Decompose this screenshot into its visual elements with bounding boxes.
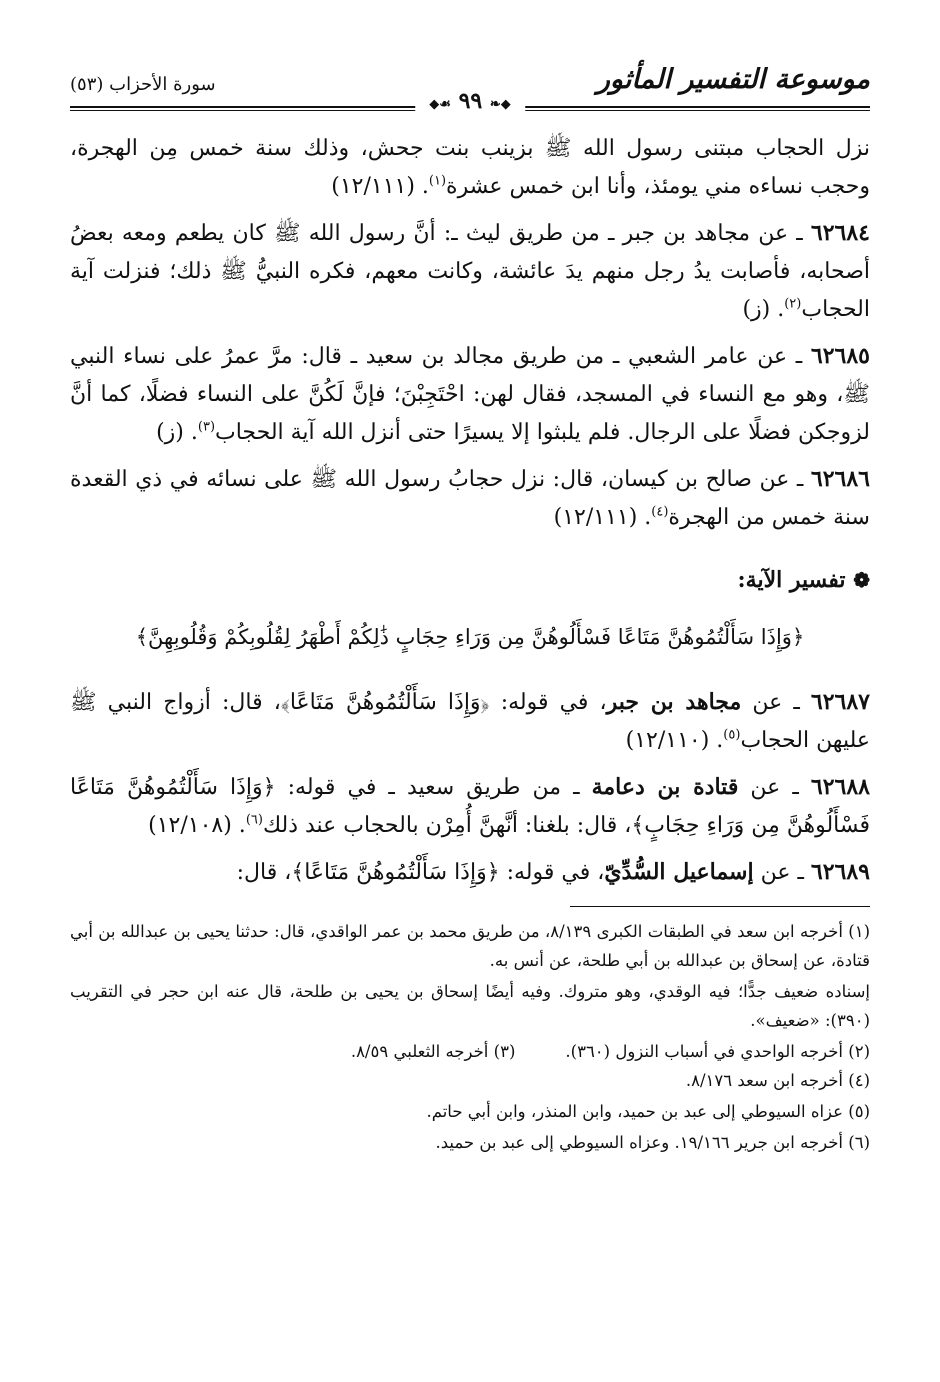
narration-number: ٦٢٦٨٥ bbox=[810, 343, 870, 369]
narration-tail: . (ز) bbox=[742, 297, 785, 322]
footnote-1-continued: إسناده ضعيف جدًّا؛ فيه الوقدي، وهو متروك. وفيه أيضًا إسحاق بن يحيى بن طلحة، قال عنه ابن حجر في التقريب (٣٩٠): «ضعيف». bbox=[70, 982, 870, 1030]
narration-text: ، في قوله: ﴿وَإِذَا سَأَلْتُمُوهُنَّ مَتَاعًا﴾، قال: أزواج النبي ﷺ عليهن الحجاب bbox=[70, 690, 870, 753]
footnote-ref: (١) bbox=[428, 173, 447, 189]
main-text bbox=[70, 130, 870, 892]
narration-tail: . (١٢/١٠٨) bbox=[148, 813, 246, 838]
tafsir-paragraph bbox=[70, 768, 870, 845]
footnote-5: (٥) عزاه السيوطي إلى عبد بن حميد، وابن المنذر، وابن أبي حاتم. bbox=[426, 1102, 870, 1121]
narration-text: ـ من طريق سعيد ـ في قوله: ﴿وَإِذَا سَأَلْتُمُوهُنَّ مَتَاعًا فَسْأَلُوهُنَّ مِن وَرَاءِ حِجَابٍ﴾، قال: بلغنا: أنَّهنَّ أُمِرْن بالحجاب عند ذلك bbox=[70, 775, 870, 838]
footnote-3: (٣) أخرجه الثعلبي ٨/٥٩. bbox=[350, 1042, 516, 1061]
narration-prefix: ـ عن bbox=[738, 775, 811, 800]
page-number: ٩٩ bbox=[458, 88, 483, 114]
footnote-separator bbox=[570, 906, 870, 907]
quran-verse: ﴿وَإِذَا سَأَلْتُمُوهُنَّ مَتَاعًا فَسْأَلُوهُنَّ مِن وَرَاءِ حِجَابٍ ذَٰلِكُمْ أَطْهَرُ لِقُلُوبِكُمْ وَقُلُوبِهِنَّ﴾ bbox=[135, 625, 805, 649]
tafsir-paragraph bbox=[70, 683, 870, 760]
narration-tail: . (١٢/١١١) bbox=[553, 505, 652, 530]
narration-tail: . (ز) bbox=[156, 420, 198, 445]
intro-text: نزل الحجاب مبتنى رسول الله ﷺ بزينب بنت جحش، وذلك سنة خمس مِن الهجرة، وحجب نساءه مني يومئذ، وأنا ابن خمس عشرة bbox=[70, 136, 870, 199]
footnote-4: (٤) أخرجه ابن سعد ٨/١٧٦. bbox=[685, 1071, 870, 1090]
footnote-row bbox=[70, 1037, 870, 1066]
narrator-name: إسماعيل السُّدِّيّ bbox=[604, 859, 754, 885]
footnote-2: (٢) أخرجه الواحدي في أسباب النزول (٣٦٠). bbox=[565, 1042, 870, 1061]
ornament-icon: ☙◆ bbox=[429, 97, 451, 112]
flower-ornament-icon: ❁ bbox=[853, 568, 870, 592]
narration-number: ٦٢٦٨٤ bbox=[810, 220, 870, 246]
narration-paragraph bbox=[70, 214, 870, 329]
footnote-ref: (٢) bbox=[784, 296, 802, 312]
tafsir-paragraph bbox=[70, 853, 870, 892]
book-title: موسوعة التفسير المأثور bbox=[596, 64, 870, 95]
footnote-6: (٦) أخرجه ابن جرير ١٩/١٦٦. وعزاه السيوطي إلى عبد بن حميد. bbox=[435, 1133, 870, 1152]
footnote-ref: (٥) bbox=[723, 727, 741, 743]
footnote-ref: (٤) bbox=[651, 504, 669, 520]
intro-tail: . (١٢/١١١) bbox=[331, 174, 429, 199]
narration-number: ٦٢٦٨٨ bbox=[810, 774, 870, 800]
page-header bbox=[70, 60, 870, 122]
footnote-ref: (٦) bbox=[245, 812, 263, 828]
footnote-1: (١) أخرجه ابن سعد في الطبقات الكبرى ٨/١٣٩، من طريق محمد بن عمر الواقدي، قال: حدثنا يحيى بن عبدالله بن أبي قتادة، عن إسحاق بن عبدالله بن أبي طلحة، عن أنس به. bbox=[70, 922, 871, 970]
section-title: تفسير الآية: bbox=[737, 567, 846, 593]
narrator-name: قتادة بن دعامة bbox=[591, 774, 739, 800]
narration-prefix: ـ عن bbox=[741, 690, 811, 715]
section-heading bbox=[70, 561, 870, 599]
narration-paragraph bbox=[70, 460, 870, 537]
narration-number: ٦٢٦٨٩ bbox=[810, 859, 870, 885]
narration-tail: . (١٢/١١٠) bbox=[625, 728, 724, 753]
narration-text: ـ عن مجاهد بن جبر ـ من طريق ليث ـ: أنَّ رسول الله ﷺ كان يطعم ومعه بعضُ أصحابه، فأصابت يدُ رجل منهم يدَ عائشة، وكانت معهم، فكره النبيُّ ﷺ ذلك؛ فنزلت آية الحجاب bbox=[70, 221, 870, 322]
intro-paragraph bbox=[70, 130, 870, 206]
book-page bbox=[70, 60, 870, 1159]
page-number-box bbox=[415, 88, 525, 114]
surah-title: سورة الأحزاب (٥٣) bbox=[70, 74, 216, 95]
narration-text: ، في قوله: ﴿وَإِذَا سَأَلْتُمُوهُنَّ مَتَاعًا﴾، قال: bbox=[236, 860, 605, 885]
narration-paragraph bbox=[70, 337, 870, 452]
narration-prefix: ـ عن bbox=[753, 860, 811, 885]
footnotes bbox=[70, 917, 870, 1157]
ornament-icon: ◆❧ bbox=[489, 97, 511, 112]
narration-text: ـ عن صالح بن كيسان، قال: نزل حجابُ رسول الله ﷺ على نسائه في ذي القعدة سنة خمس من الهجرة bbox=[70, 467, 870, 530]
narration-text: ـ عن عامر الشعبي ـ من طريق مجالد بن سعيد ـ قال: مرَّ عمرُ على نساء النبي ﷺ، وهو مع النساء في المسجد، فقال لهن: احْتَجِبْنَ؛ فإنَّ لَكُنَّ على النساء فضلًا، كما أنَّ لزوجكن فضلًا على الرجال. فلم يلبثوا إلا يسيرًا حتى أنزل الله آية الحجاب bbox=[70, 344, 870, 445]
narration-number: ٦٢٦٨٧ bbox=[810, 689, 870, 715]
narrator-name: مجاهد بن جبر bbox=[606, 689, 742, 715]
footnote-ref: (٣) bbox=[197, 419, 216, 435]
narration-number: ٦٢٦٨٦ bbox=[810, 466, 870, 492]
